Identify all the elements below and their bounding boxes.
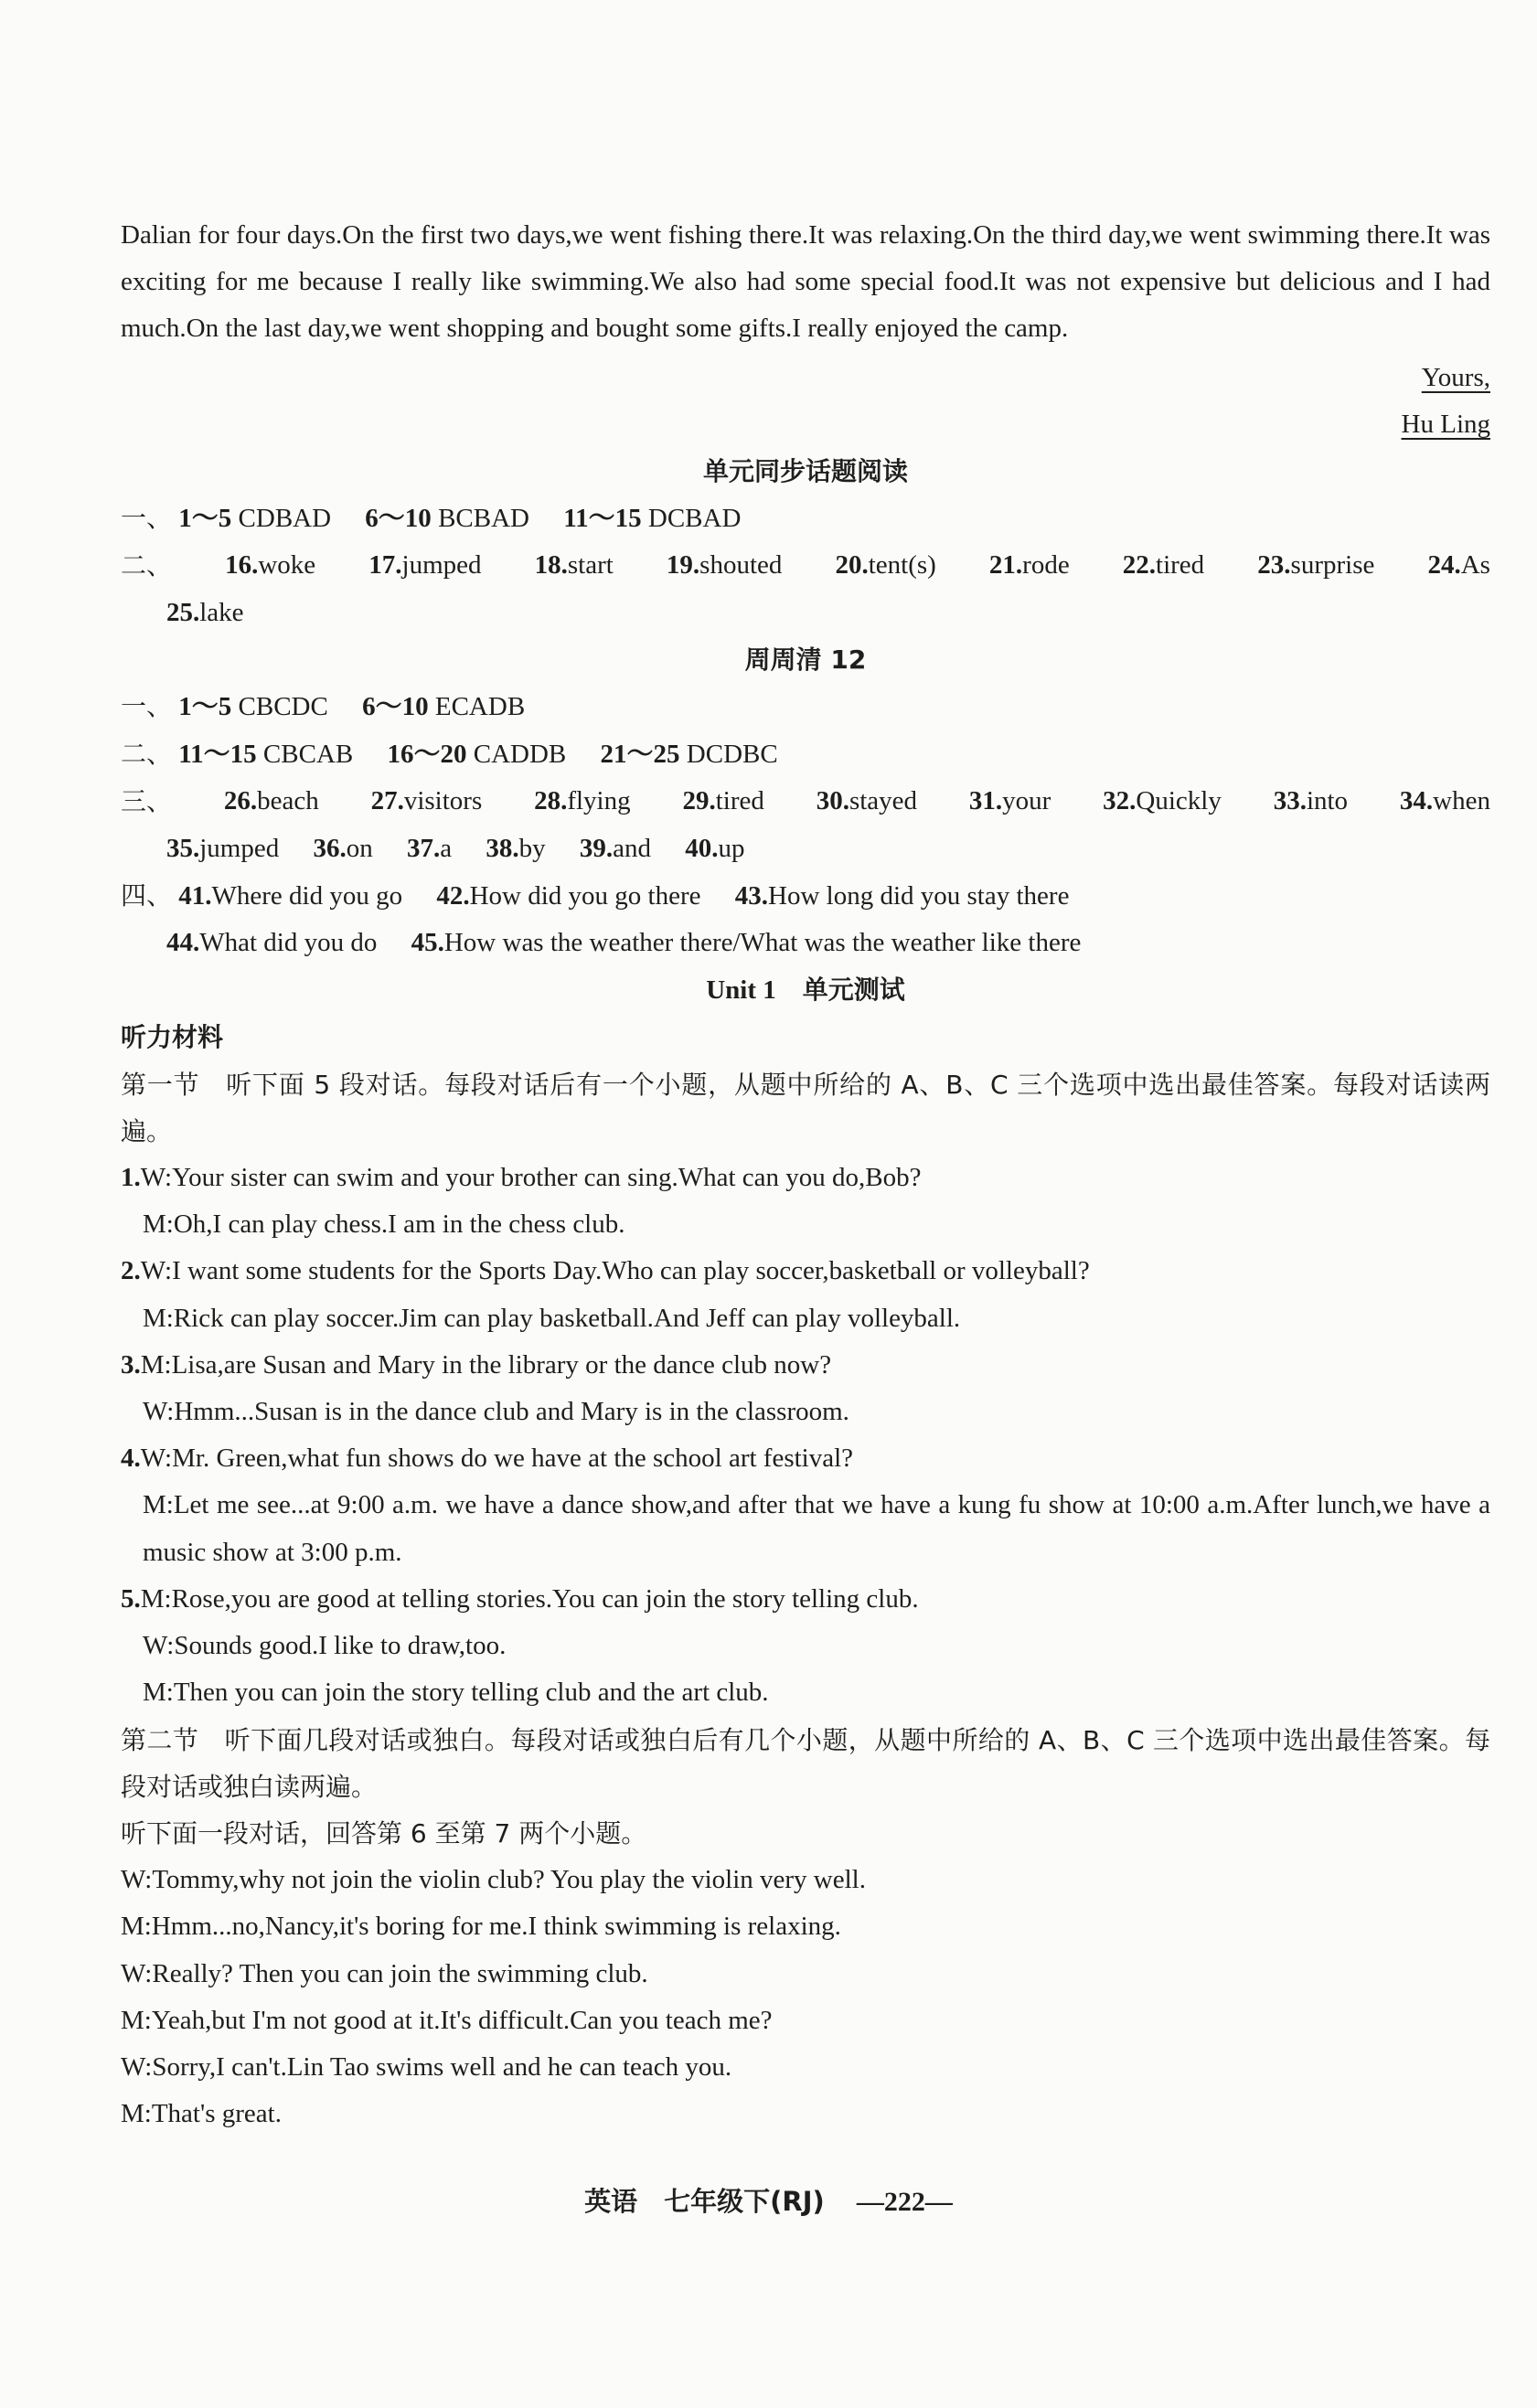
answer-letters: ECADB: [428, 692, 526, 722]
section-title-reading: 单元同步话题阅读: [702, 456, 908, 487]
weekly-row-3: [121, 778, 1490, 825]
conversation-line: M:Yeah,but I'm not good at it.It's difficult.Can you teach me?: [121, 2005, 773, 2035]
answer-word: woke: [258, 550, 316, 581]
dialogue-line: M:Rick can play soccer.Jim can play basketball.And Jeff can play volleyball.: [143, 1303, 961, 1333]
answer-sentence: Where did you go: [211, 880, 403, 911]
answer-range: 6～10: [365, 504, 432, 534]
answer-letters: CBCAB: [256, 740, 354, 770]
answer-letters: CADDB: [466, 740, 567, 770]
answer-word: surprise: [1290, 550, 1375, 581]
dialogue-line: M:Rose,you are good at telling stories.You can join the story telling club.: [140, 1583, 919, 1614]
answer-letters: DCBAD: [641, 504, 742, 534]
answer-item: [735, 881, 1070, 911]
conversation-line: W:Tommy,why not join the violin club? You play the violin very well.: [121, 1865, 866, 1895]
answer-number: 45.: [411, 928, 444, 958]
answer-word: flying: [567, 786, 631, 816]
dialogue-line: M:Then you can join the story telling club and the art club.: [143, 1678, 769, 1708]
dialogue-number: 2.: [121, 1256, 141, 1286]
answer-item: [535, 542, 614, 589]
conversation-line: W:Sorry,I can't.Lin Tao swims well and he can teach you.: [121, 2051, 732, 2082]
weekly-row-4-cont: [121, 920, 1490, 966]
footer-subject: 英语 七年级下(RJ): [584, 2186, 825, 2217]
answer-group: [563, 504, 741, 533]
answer-number: 32.: [1103, 786, 1137, 816]
answer-item: [166, 598, 244, 627]
answer-number: 20.: [835, 550, 869, 581]
answer-item: [580, 834, 651, 863]
answer-item: [407, 834, 452, 863]
answer-word: lake: [199, 597, 244, 627]
answer-number: 35.: [166, 833, 200, 863]
letter-signature: Hu Ling: [1401, 409, 1490, 439]
row-prefix: 一、: [121, 691, 173, 722]
answer-word: when: [1433, 786, 1490, 816]
answer-letters: CDBAD: [231, 504, 332, 534]
dialogue-line: W:Sounds good.I like to draw,too.: [143, 1631, 507, 1661]
answer-item: [1103, 778, 1222, 825]
answer-item: [178, 881, 402, 911]
weekly-row-4: [121, 872, 1490, 920]
answer-item: [224, 778, 319, 825]
answer-item: [685, 834, 744, 863]
answer-letters: DCDBC: [679, 740, 778, 770]
answer-item: [969, 778, 1051, 825]
answer-number: 36.: [313, 833, 347, 863]
answer-item: [817, 778, 917, 825]
answer-item: [1400, 778, 1490, 825]
answer-word: on: [346, 833, 373, 863]
answer-number: 22.: [1122, 550, 1157, 581]
answer-number: 17.: [368, 550, 402, 581]
answer-range: 11～15: [178, 740, 257, 770]
dialogue-line: W:Mr. Green,what fun shows do we have at the school art festival?: [140, 1444, 854, 1474]
answer-number: 21.: [988, 550, 1023, 581]
dialogue-number: 3.: [121, 1349, 141, 1380]
answer-word: stayed: [849, 786, 918, 816]
weekly-row-2: [121, 730, 1490, 778]
answer-number: 16.: [225, 550, 259, 581]
row-prefix: 二、: [121, 739, 173, 770]
row-prefix: 三、: [121, 786, 173, 817]
answer-group: [178, 740, 353, 769]
conversation-line: M:That's great.: [121, 2099, 282, 2129]
answer-item: [667, 542, 782, 589]
answer-group: [178, 692, 328, 721]
answer-item: [989, 542, 1070, 589]
conversation-line: M:Hmm...no,Nancy,it's boring for me.I think swimming is relaxing.: [121, 1912, 841, 1942]
answer-number: 19.: [666, 550, 700, 581]
answer-item: [368, 542, 481, 589]
answer-word: your: [1002, 786, 1051, 816]
dialogue-item: [121, 1342, 1490, 1389]
section-title-unit-test: [121, 966, 1490, 1014]
row-prefix: 二、: [121, 550, 173, 581]
answer-number: 25.: [166, 597, 200, 627]
conversation-line: W:Really? Then you can join the swimming club.: [121, 1958, 648, 1988]
answer-word: tired: [715, 786, 764, 816]
answer-word: visitors: [403, 786, 483, 816]
answer-number: 42.: [436, 880, 470, 911]
answer-number: 37.: [407, 833, 441, 863]
letter-signature-line: [121, 401, 1490, 448]
answer-item: [1257, 542, 1374, 589]
answer-word: beach: [257, 786, 319, 816]
dialogue-item: [121, 1435, 1490, 1482]
answer-word: jumped: [401, 550, 482, 581]
dialogue-item: [121, 1155, 1490, 1201]
dialogue-number: 1.: [121, 1163, 141, 1193]
page-number: —222—: [856, 2187, 953, 2217]
answer-page: [121, 212, 1490, 2137]
dialogue-item: [121, 1576, 1490, 1623]
row-prefix: 四、: [121, 879, 173, 911]
answer-group: [178, 504, 331, 533]
weekly-row-3-cont: [121, 826, 1490, 872]
answer-item: [166, 928, 377, 957]
section-title-weekly: 周周清 12: [744, 644, 867, 675]
answer-item: [682, 778, 763, 825]
answer-number: 33.: [1273, 786, 1307, 816]
answer-number: 18.: [534, 550, 568, 581]
answer-word: by: [518, 833, 546, 863]
row-prefix: 一、: [121, 503, 173, 534]
answer-item: [486, 834, 545, 863]
answer-number: 23.: [1257, 550, 1291, 581]
answer-group: [362, 692, 525, 721]
answer-number: 26.: [223, 786, 258, 816]
part1-instruction: 第一节 听下面 5 段对话。每段对话后有一个小题，从题中所给的 A、B、C 三个选项中选出最佳答案。每段对话读两遍。: [121, 1069, 1490, 1146]
dialogue-line: W:I want some students for the Sports Day.Who can play soccer,basketball or volleyball?: [140, 1256, 1090, 1286]
reading-row-2: [121, 542, 1490, 589]
answer-item: [835, 542, 935, 589]
dialogue-line: M:Let me see...at 9:00 a.m. we have a dance show,and after that we have a kung fu show at 10:00 a.m.After lunch,we have a music show at 3:00 p.m.: [143, 1490, 1490, 1567]
part2-instruction: 第二节 听下面几段对话或独白。每段对话或独白后有几个小题，从题中所给的 A、B、C 三个选项中选出最佳答案。每段对话或独白读两遍。: [121, 1724, 1490, 1802]
reading-row-1: [121, 495, 1490, 542]
unit-title-en: Unit 1: [706, 975, 776, 1006]
answer-item: [1274, 778, 1348, 825]
answer-range: 1～5: [178, 692, 232, 722]
answer-range: 6～10: [362, 692, 429, 722]
weekly-row-1: [121, 683, 1490, 730]
answer-word: and: [613, 833, 651, 863]
page-footer: [0, 2181, 1537, 2219]
answer-word: tent(s): [868, 550, 936, 581]
answer-item: [534, 778, 631, 825]
answer-letters: BCBAD: [431, 504, 529, 534]
answer-group: [365, 504, 529, 533]
reading-row-2-cont: [121, 590, 1490, 636]
answer-word: up: [718, 833, 745, 863]
answer-item: [436, 881, 700, 911]
answer-range: 11～15: [563, 504, 642, 534]
answer-word: start: [567, 550, 614, 581]
answer-number: 31.: [968, 786, 1003, 816]
answer-number: 44.: [166, 928, 200, 958]
answer-range: 16～20: [387, 740, 467, 770]
answer-item: [1427, 542, 1489, 589]
letter-paragraph: Dalian for four days.On the first two days,we went fishing there.It was relaxing.On the third day,we went swimming there.It was exciting for me because I really like swimming.We also had some special food.It was not expensive but delicious and I had much.On the last day,we went shopping and bought some gifts.I really enjoyed the camp.: [121, 220, 1490, 344]
answer-number: 34.: [1399, 786, 1434, 816]
dialogue-line: M:Oh,I can play chess.I am in the chess club.: [143, 1209, 625, 1240]
answer-item: [411, 928, 1082, 957]
answer-item: [1123, 542, 1204, 589]
dialogue-item: [121, 1248, 1490, 1295]
answer-item: [371, 778, 483, 825]
answer-sentence: How was the weather there/What was the weather like there: [443, 928, 1082, 958]
dialogue-number: 4.: [121, 1444, 141, 1474]
answer-number: 30.: [816, 786, 849, 816]
answer-number: 27.: [370, 786, 404, 816]
answer-number: 29.: [682, 786, 716, 816]
listening-heading: 听力材料: [121, 1022, 224, 1053]
answer-word: rode: [1022, 550, 1070, 581]
answer-word: tired: [1156, 550, 1205, 581]
answer-word: jumped: [199, 833, 280, 863]
answer-number: 43.: [734, 880, 769, 911]
answer-number: 40.: [685, 833, 719, 863]
answer-number: 41.: [178, 880, 212, 911]
answer-word: shouted: [699, 550, 783, 581]
part2-sub-instruction: 听下面一段对话，回答第 6 至第 7 两个小题。: [121, 1817, 647, 1849]
unit-title-cn: 单元测试: [802, 975, 905, 1006]
answer-number: 24.: [1427, 550, 1461, 581]
answer-word: into: [1306, 786, 1349, 816]
answer-letters: CBCDC: [231, 692, 328, 722]
answer-item: [314, 834, 373, 863]
answer-group: [388, 740, 567, 769]
answer-word: a: [440, 833, 453, 863]
dialogue-line: W:Hmm...Susan is in the dance club and Mary is in the classroom.: [143, 1397, 849, 1427]
letter-closing: Yours,: [1421, 362, 1490, 392]
answer-number: 38.: [486, 833, 519, 863]
answer-number: 28.: [534, 786, 568, 816]
answer-number: 39.: [579, 833, 614, 863]
answer-sentence: How long did you stay there: [768, 880, 1070, 911]
answer-sentence: How did you go there: [469, 880, 701, 911]
letter-closing-line: [121, 355, 1490, 401]
answer-range: 1～5: [178, 504, 232, 534]
dialogue-line: W:Your sister can swim and your brother can sing.What can you do,Bob?: [140, 1163, 922, 1193]
answer-word: As: [1460, 550, 1490, 581]
answer-group: [601, 740, 778, 769]
answer-range: 21～25: [600, 740, 680, 770]
dialogue-line: M:Lisa,are Susan and Mary in the library or the dance club now?: [140, 1349, 832, 1380]
answer-item: [166, 834, 279, 863]
answer-item: [225, 542, 315, 589]
dialogue-number: 5.: [121, 1583, 141, 1614]
answer-sentence: What did you do: [199, 928, 378, 958]
answer-word: Quickly: [1136, 786, 1222, 816]
